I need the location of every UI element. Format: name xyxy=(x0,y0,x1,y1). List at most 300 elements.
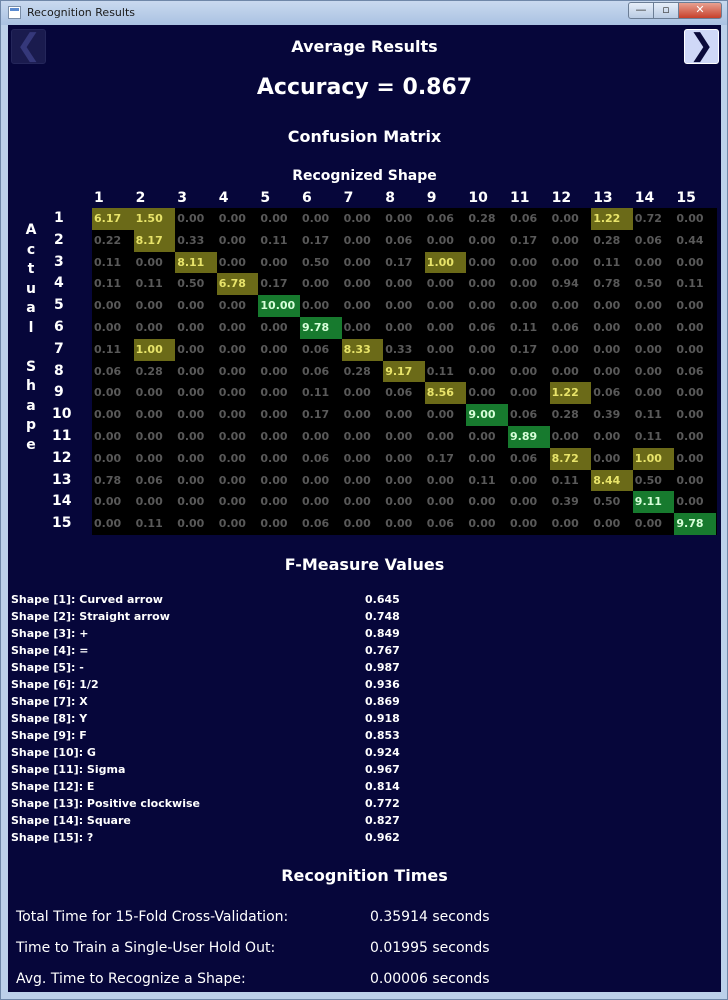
matrix-cell: 0.17 xyxy=(302,233,330,247)
matrix-cell: 0.00 xyxy=(343,473,371,487)
column-header: 8 xyxy=(385,190,395,206)
matrix-cell: 0.00 xyxy=(551,430,579,443)
matrix-cell: 0.00 xyxy=(177,321,205,334)
accuracy-value: Accuracy = 0.867 xyxy=(256,75,473,100)
matrix-cell: 0.00 xyxy=(177,451,205,465)
matrix-cell: 0.28 xyxy=(343,364,371,378)
actual-shape-letter: p xyxy=(25,417,37,433)
matrix-cell: 0.00 xyxy=(177,408,205,422)
matrix-cell: 0.00 xyxy=(468,364,496,378)
matrix-cell: 0.00 xyxy=(343,408,371,422)
matrix-cell: 0.00 xyxy=(177,517,205,531)
matrix-cell: 0.00 xyxy=(676,321,704,334)
f-measure-shape-name: Shape [5]: - xyxy=(11,661,84,674)
row-header: 7 xyxy=(54,340,64,357)
time-label: Avg. Time to Recognize a Shape: xyxy=(16,971,246,987)
f-measure-value: 0.918 xyxy=(365,712,400,725)
matrix-cell: 0.00 xyxy=(426,277,454,291)
matrix-cell: 0.00 xyxy=(468,495,496,509)
matrix-cell: 0.00 xyxy=(676,299,704,313)
close-button[interactable]: ✕ xyxy=(678,2,722,19)
column-header: 15 xyxy=(676,190,696,206)
actual-shape-letter: a xyxy=(26,397,36,414)
matrix-cell: 0.00 xyxy=(260,212,288,225)
matrix-cell: 0.17 xyxy=(426,451,454,465)
row-header: 4 xyxy=(54,275,64,292)
matrix-cell: 0.06 xyxy=(426,517,454,531)
matrix-cell: 0.28 xyxy=(135,364,163,378)
f-measure-shape-name: Shape [10]: G xyxy=(11,746,96,759)
matrix-cell: 0.00 xyxy=(260,473,288,487)
column-header: 14 xyxy=(634,190,655,206)
matrix-cell: 0.00 xyxy=(468,277,496,291)
matrix-cell: 0.00 xyxy=(177,364,205,378)
matrix-cell: 0.00 xyxy=(510,495,538,509)
matrix-cell: 0.00 xyxy=(468,451,496,465)
matrix-cell: 0.00 xyxy=(343,430,371,443)
matrix-cell: 0.00 xyxy=(510,277,538,291)
matrix-cell: 0.00 xyxy=(218,233,246,247)
row-header: 3 xyxy=(54,253,64,270)
matrix-cell: 0.00 xyxy=(135,430,163,443)
matrix-cell: 0.00 xyxy=(634,517,662,531)
window-title: Recognition Results xyxy=(27,6,135,19)
row-header: 9 xyxy=(54,384,64,401)
column-header: 12 xyxy=(551,190,572,206)
matrix-cell: 1.50 xyxy=(134,208,176,230)
matrix-cell: 0.28 xyxy=(551,408,579,422)
f-measure-shape-name: Shape [1]: Curved arrow xyxy=(11,593,163,606)
matrix-cell: 0.11 xyxy=(94,277,122,291)
matrix-cell: 0.00 xyxy=(135,255,163,269)
matrix-cell: 0.00 xyxy=(135,386,163,400)
actual-shape-letter: A xyxy=(25,222,37,238)
matrix-cell: 0.33 xyxy=(385,342,413,356)
matrix-cell: 0.00 xyxy=(177,495,205,509)
matrix-cell: 0.06 xyxy=(302,517,330,531)
time-label: Time to Train a Single-User Hold Out: xyxy=(16,940,276,956)
matrix-cell: 0.00 xyxy=(426,473,454,487)
matrix-cell: 0.11 xyxy=(676,277,704,291)
matrix-cell: 0.06 xyxy=(426,212,454,225)
matrix-cell: 0.00 xyxy=(177,342,205,356)
matrix-cell: 0.00 xyxy=(676,255,704,269)
matrix-cell: 0.00 xyxy=(343,277,371,291)
f-measure-shape-name: Shape [9]: F xyxy=(11,729,87,742)
matrix-cell: 10.00 xyxy=(258,295,300,317)
matrix-cell: 0.00 xyxy=(302,299,330,313)
matrix-cell: 0.00 xyxy=(94,517,122,531)
matrix-cell: 0.00 xyxy=(676,342,704,356)
matrix-cell: 0.00 xyxy=(177,212,205,225)
matrix-cell: 0.00 xyxy=(676,451,704,465)
matrix-cell: 0.00 xyxy=(551,299,579,313)
matrix-cell: 0.17 xyxy=(260,277,288,291)
title-bar[interactable] xyxy=(1,1,727,25)
column-header: 10 xyxy=(468,190,488,206)
matrix-cell: 0.00 xyxy=(218,408,246,422)
row-header: 12 xyxy=(52,449,72,466)
matrix-cell: 0.00 xyxy=(135,495,163,509)
matrix-cell: 0.00 xyxy=(218,451,246,465)
matrix-cell: 0.72 xyxy=(634,212,662,225)
matrix-cell: 0.00 xyxy=(218,212,246,225)
matrix-cell: 0.00 xyxy=(177,386,205,400)
matrix-cell: 0.00 xyxy=(385,473,413,487)
matrix-cell: 1.22 xyxy=(550,382,592,404)
maximize-button[interactable]: ▫ xyxy=(653,2,679,19)
recognition-times-heading: Recognition Times xyxy=(281,866,448,885)
matrix-cell: 0.00 xyxy=(593,321,621,334)
matrix-cell: 0.00 xyxy=(593,299,621,313)
matrix-cell: 1.00 xyxy=(425,252,467,274)
matrix-cell: 0.00 xyxy=(426,342,454,356)
matrix-cell: 0.17 xyxy=(510,342,538,356)
matrix-cell: 8.44 xyxy=(591,470,633,492)
matrix-cell: 0.00 xyxy=(343,255,371,269)
matrix-cell: 0.00 xyxy=(343,386,371,400)
matrix-cell: 0.06 xyxy=(634,233,662,247)
matrix-cell: 0.00 xyxy=(218,342,246,356)
matrix-cell: 6.17 xyxy=(92,208,134,230)
matrix-cell: 0.00 xyxy=(634,321,662,334)
matrix-cell: 0.00 xyxy=(426,321,454,334)
f-measure-shape-name: Shape [11]: Sigma xyxy=(11,763,126,776)
actual-shape-label xyxy=(22,221,40,455)
column-header: 4 xyxy=(218,190,229,206)
matrix-cell: 0.00 xyxy=(468,517,496,531)
f-measure-value: 0.987 xyxy=(365,661,400,674)
f-measure-value: 0.767 xyxy=(365,644,400,657)
matrix-cell: 0.00 xyxy=(426,299,454,313)
actual-shape-letter: h xyxy=(26,378,36,394)
row-header: 2 xyxy=(54,231,64,248)
f-measure-shape-name: Shape [13]: Positive clockwise xyxy=(11,797,200,810)
matrix-cell: 0.06 xyxy=(302,451,330,465)
matrix-cell: 0.00 xyxy=(468,386,496,400)
matrix-cell: 0.00 xyxy=(343,451,371,465)
matrix-cell: 0.00 xyxy=(94,386,122,400)
row-header: 8 xyxy=(54,362,64,379)
column-header: 11 xyxy=(510,190,530,206)
matrix-cell: 0.06 xyxy=(302,342,330,356)
matrix-cell: 0.06 xyxy=(676,364,704,378)
matrix-cell: 0.00 xyxy=(593,342,621,356)
matrix-cell: 0.00 xyxy=(510,364,538,378)
matrix-cell: 0.11 xyxy=(634,430,662,443)
matrix-cell: 9.78 xyxy=(300,317,342,339)
matrix-cell: 0.00 xyxy=(218,495,246,509)
matrix-cell: 0.06 xyxy=(302,364,330,378)
matrix-cell: 0.00 xyxy=(218,430,246,443)
matrix-cell: 0.06 xyxy=(510,408,538,422)
minimize-button[interactable]: — xyxy=(628,2,654,19)
actual-shape-letter: l xyxy=(28,319,34,336)
matrix-cell: 0.17 xyxy=(302,408,330,422)
matrix-cell: 0.11 xyxy=(260,233,288,247)
matrix-cell: 0.00 xyxy=(551,255,579,269)
matrix-cell: 0.00 xyxy=(260,495,288,509)
column-header: 3 xyxy=(177,190,187,206)
f-measure-value: 0.936 xyxy=(365,678,400,691)
matrix-cell: 0.00 xyxy=(676,386,704,400)
matrix-cell: 0.00 xyxy=(177,430,205,443)
row-header: 10 xyxy=(52,406,72,423)
matrix-cell: 0.00 xyxy=(634,255,662,269)
matrix-cell: 0.11 xyxy=(302,386,330,400)
matrix-cell: 0.06 xyxy=(385,386,413,400)
matrix-cell: 0.00 xyxy=(260,408,288,422)
matrix-cell: 0.78 xyxy=(94,473,122,487)
matrix-cell: 0.00 xyxy=(676,430,704,443)
matrix-cell: 0.00 xyxy=(302,277,330,291)
f-measure-value: 0.814 xyxy=(365,780,400,793)
matrix-cell: 0.00 xyxy=(510,299,538,313)
matrix-cell: 0.00 xyxy=(135,451,163,465)
matrix-cell: 0.00 xyxy=(218,517,246,531)
matrix-cell: 8.11 xyxy=(175,252,217,274)
matrix-cell: 0.11 xyxy=(551,473,579,487)
row-header: 5 xyxy=(54,297,64,314)
matrix-cell: 0.00 xyxy=(551,517,579,531)
f-measure-value: 0.924 xyxy=(365,746,400,759)
column-header: 13 xyxy=(593,190,613,206)
matrix-cell: 0.11 xyxy=(468,473,496,487)
time-value: 0.01995 seconds xyxy=(370,940,490,956)
recognized-shape-label: Recognized Shape xyxy=(292,168,437,184)
matrix-cell: 0.00 xyxy=(551,212,579,225)
matrix-cell: 0.11 xyxy=(94,342,122,356)
matrix-cell: 0.33 xyxy=(177,233,205,247)
matrix-cell: 0.17 xyxy=(510,233,538,247)
matrix-cell: 0.50 xyxy=(634,277,662,291)
matrix-cell: 0.00 xyxy=(94,430,122,443)
f-measure-shape-name: Shape [4]: = xyxy=(11,644,89,657)
column-header: 2 xyxy=(135,190,146,206)
matrix-cell: 8.56 xyxy=(425,382,467,404)
matrix-cell: 0.00 xyxy=(218,386,246,400)
f-measure-value: 0.849 xyxy=(365,627,400,640)
matrix-cell: 0.00 xyxy=(260,342,288,356)
matrix-cell: 0.50 xyxy=(593,495,621,509)
matrix-cell: 0.00 xyxy=(135,321,163,334)
matrix-cell: 0.00 xyxy=(302,473,330,487)
matrix-cell: 0.00 xyxy=(94,451,122,465)
matrix-cell: 9.89 xyxy=(508,426,550,448)
matrix-cell: 0.00 xyxy=(551,364,579,378)
matrix-cell: 0.00 xyxy=(426,408,454,422)
matrix-cell: 0.00 xyxy=(634,386,662,400)
matrix-cell: 0.00 xyxy=(343,495,371,509)
matrix-cell: 0.11 xyxy=(634,408,662,422)
matrix-cell: 0.00 xyxy=(302,212,330,225)
matrix-cell: 0.50 xyxy=(634,473,662,487)
matrix-cell: 0.00 xyxy=(510,473,538,487)
row-header: 13 xyxy=(52,471,72,488)
f-measure-heading: F-Measure Values xyxy=(284,555,445,574)
f-measure-value: 0.748 xyxy=(365,610,400,623)
f-measure-value: 0.772 xyxy=(365,797,400,810)
matrix-cell: 0.00 xyxy=(218,473,246,487)
matrix-cell: 0.00 xyxy=(426,233,454,247)
f-measure-value: 0.827 xyxy=(365,814,400,827)
matrix-cell: 0.50 xyxy=(177,277,205,291)
matrix-cell: 0.00 xyxy=(94,299,122,313)
average-results-heading: Average Results xyxy=(291,37,438,56)
matrix-cell: 0.11 xyxy=(135,277,163,291)
matrix-cell: 0.00 xyxy=(468,299,496,313)
matrix-cell: 0.00 xyxy=(260,430,288,443)
actual-shape-letter: c xyxy=(26,241,36,258)
matrix-cell: 0.00 xyxy=(634,364,662,378)
matrix-cell: 0.00 xyxy=(593,364,621,378)
f-measure-shape-name: Shape [6]: 1/2 xyxy=(11,678,99,691)
row-header: 15 xyxy=(52,515,72,532)
matrix-cell: 0.00 xyxy=(260,364,288,378)
f-measure-value: 0.853 xyxy=(365,729,400,742)
f-measure-shape-name: Shape [8]: Y xyxy=(11,712,88,725)
matrix-cell: 0.39 xyxy=(551,495,579,509)
matrix-cell: 0.11 xyxy=(510,321,538,334)
f-measure-shape-name: Shape [7]: X xyxy=(11,695,88,708)
actual-shape-letter: u xyxy=(26,280,36,297)
matrix-cell: 0.00 xyxy=(385,451,413,465)
row-header: 11 xyxy=(52,428,72,444)
matrix-cell: 0.00 xyxy=(343,212,371,225)
matrix-cell: 0.00 xyxy=(343,233,371,247)
f-measure-value: 0.967 xyxy=(365,763,400,776)
matrix-cell: 0.00 xyxy=(510,255,538,269)
matrix-cell: 0.00 xyxy=(426,495,454,509)
f-measure-shape-name: Shape [12]: E xyxy=(11,780,95,793)
matrix-cell: 0.11 xyxy=(94,255,122,269)
f-measure-value: 0.645 xyxy=(365,593,400,606)
f-measure-shape-name: Shape [15]: ? xyxy=(11,831,94,844)
matrix-cell: 0.06 xyxy=(385,233,413,247)
matrix-cell: 0.00 xyxy=(385,408,413,422)
matrix-cell: 0.00 xyxy=(218,299,246,313)
matrix-cell: 0.78 xyxy=(593,277,621,291)
f-measure-value: 0.869 xyxy=(365,695,400,708)
matrix-cell: 0.06 xyxy=(135,473,163,487)
matrix-cell: 0.00 xyxy=(343,517,371,531)
row-header: 1 xyxy=(54,210,64,226)
column-header: 6 xyxy=(302,190,312,206)
matrix-cell: 0.00 xyxy=(135,299,163,313)
matrix-cell: 0.00 xyxy=(94,408,122,422)
matrix-cell: 0.44 xyxy=(676,233,704,247)
matrix-cell: 0.00 xyxy=(260,255,288,269)
matrix-cell: 9.78 xyxy=(674,513,716,535)
matrix-cell: 0.00 xyxy=(177,299,205,313)
matrix-cell: 1.00 xyxy=(134,339,176,361)
matrix-cell: 0.00 xyxy=(551,233,579,247)
matrix-cell: 0.00 xyxy=(385,495,413,509)
matrix-cell: 0.50 xyxy=(302,255,330,269)
column-header: 9 xyxy=(426,190,437,206)
matrix-cell: 0.00 xyxy=(593,430,621,443)
matrix-cell: 0.28 xyxy=(593,233,621,247)
matrix-cell: 0.00 xyxy=(468,430,496,443)
matrix-cell: 0.00 xyxy=(676,408,704,422)
matrix-cell: 9.00 xyxy=(466,404,508,426)
matrix-cell: 0.11 xyxy=(135,517,163,531)
matrix-cell: 0.00 xyxy=(593,517,621,531)
matrix-cell: 1.22 xyxy=(591,208,633,230)
matrix-cell: 0.22 xyxy=(94,233,122,247)
matrix-cell: 0.06 xyxy=(94,364,122,378)
matrix-cell: 0.00 xyxy=(385,277,413,291)
matrix-cell: 0.00 xyxy=(385,212,413,225)
matrix-cell: 0.00 xyxy=(94,321,122,334)
f-measure-value: 0.962 xyxy=(365,831,400,844)
matrix-cell: 0.00 xyxy=(385,517,413,531)
actual-shape-letter xyxy=(22,338,40,358)
matrix-cell: 8.72 xyxy=(550,448,592,470)
matrix-cell: 0.94 xyxy=(551,277,579,291)
matrix-cell: 0.00 xyxy=(218,364,246,378)
matrix-cell: 0.00 xyxy=(343,321,371,334)
matrix-cell: 0.00 xyxy=(468,233,496,247)
time-value: 0.00006 seconds xyxy=(370,971,490,987)
matrix-cell: 0.17 xyxy=(385,255,413,269)
matrix-cell: 0.00 xyxy=(468,255,496,269)
matrix-cell: 9.17 xyxy=(383,361,425,383)
confusion-matrix-heading: Confusion Matrix xyxy=(287,127,442,146)
matrix-cell: 6.78 xyxy=(217,273,259,295)
previous-page-button[interactable]: ❮ xyxy=(11,29,46,64)
matrix-cell: 0.00 xyxy=(385,299,413,313)
matrix-cell: 0.00 xyxy=(551,342,579,356)
matrix-cell: 0.00 xyxy=(260,321,288,334)
matrix-cell: 0.11 xyxy=(426,364,454,378)
matrix-cell: 0.00 xyxy=(135,408,163,422)
matrix-cell: 0.00 xyxy=(634,299,662,313)
matrix-cell: 0.00 xyxy=(218,255,246,269)
matrix-cell: 0.06 xyxy=(551,321,579,334)
matrix-cell: 9.11 xyxy=(633,491,675,513)
f-measure-shape-name: Shape [2]: Straight arrow xyxy=(11,610,170,623)
f-measure-shape-name: Shape [3]: + xyxy=(11,627,89,640)
matrix-cell: 0.00 xyxy=(260,386,288,400)
matrix-cell: 0.00 xyxy=(510,517,538,531)
confusion-matrix xyxy=(92,208,717,535)
matrix-cell: 0.00 xyxy=(426,430,454,443)
next-page-button[interactable]: ❯ xyxy=(684,29,719,64)
actual-shape-letter: S xyxy=(25,358,37,375)
row-header: 14 xyxy=(52,493,72,510)
matrix-cell: 1.00 xyxy=(633,448,675,470)
column-header: 7 xyxy=(343,190,354,206)
matrix-cell: 0.00 xyxy=(676,212,704,225)
matrix-cell: 0.00 xyxy=(302,430,330,443)
matrix-cell: 0.00 xyxy=(177,473,205,487)
matrix-cell: 0.00 xyxy=(94,495,122,509)
matrix-cell: 0.00 xyxy=(260,451,288,465)
matrix-cell: 0.00 xyxy=(385,321,413,334)
time-label: Total Time for 15-Fold Cross-Validation: xyxy=(16,909,289,925)
actual-shape-letter: t xyxy=(27,261,35,277)
matrix-cell: 0.06 xyxy=(510,212,538,225)
actual-shape-letter: e xyxy=(26,436,36,453)
row-header: 6 xyxy=(54,319,64,335)
matrix-cell: 0.11 xyxy=(593,255,621,269)
matrix-cell: 0.00 xyxy=(385,430,413,443)
matrix-cell: 0.39 xyxy=(593,408,621,422)
results-panel xyxy=(8,25,721,992)
f-measure-shape-name: Shape [14]: Square xyxy=(11,814,131,827)
matrix-cell: 0.00 xyxy=(634,342,662,356)
